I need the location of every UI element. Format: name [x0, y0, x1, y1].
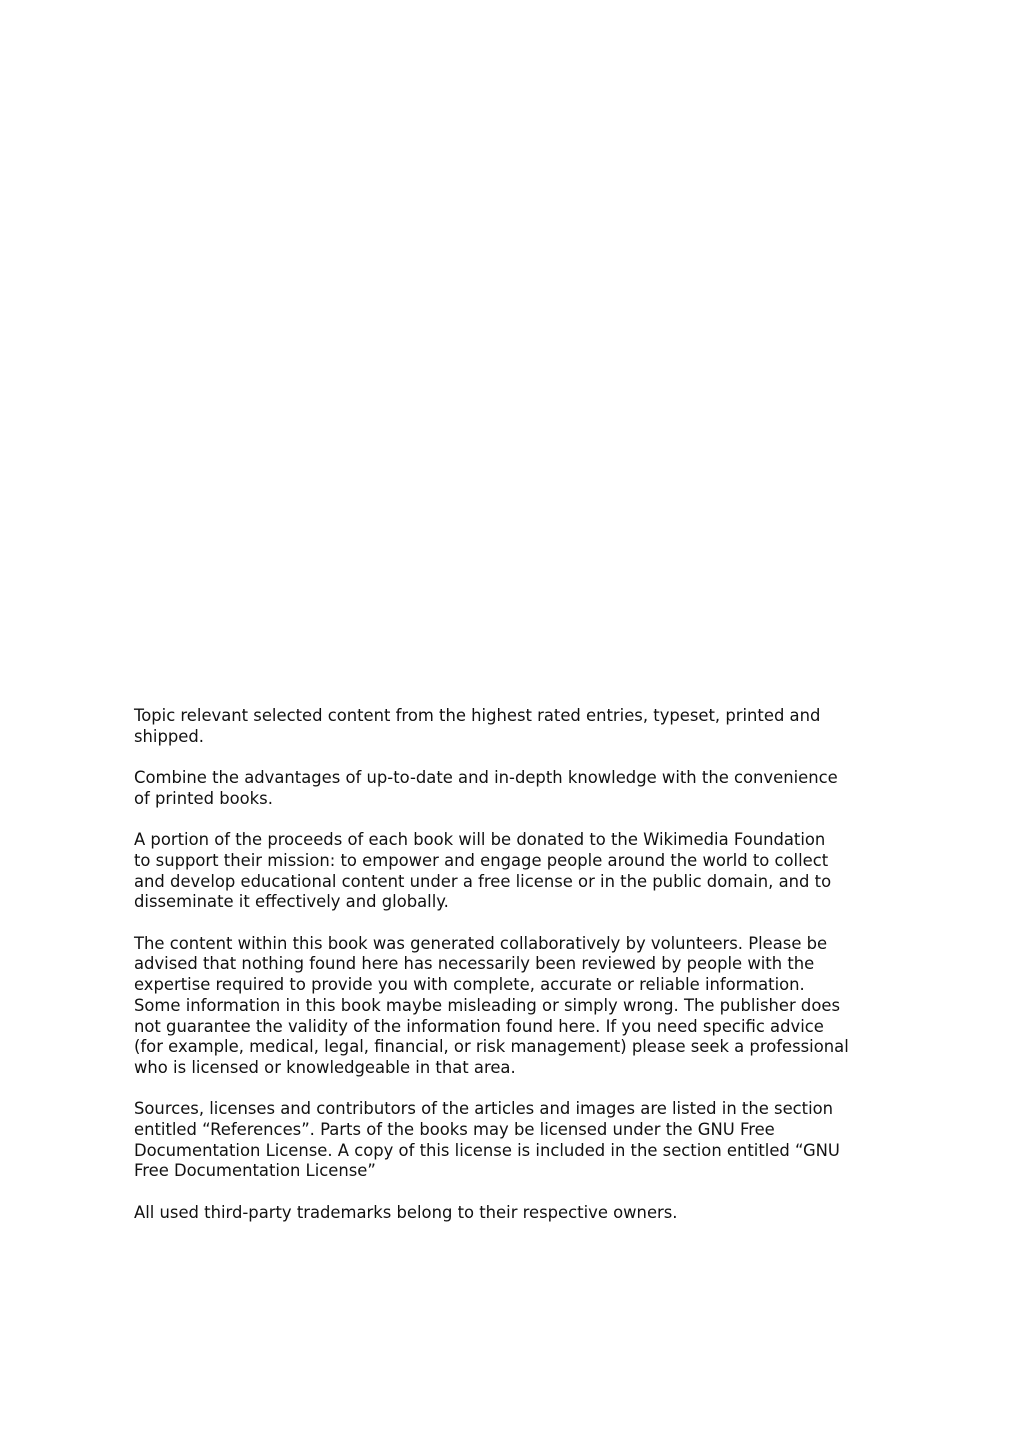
- paragraph-sources-licenses: Sources, licenses and contributors of the articles and images are listed in the section entitled “References”. Parts of the books may be licensed under the GNU Free Documentation License. A copy of this license is included in the section entitled “GNU Free Documentation License”: [134, 1099, 840, 1181]
- paragraph-content-disclaimer: The content within this book was generated collaboratively by volunteers. Please be advised that nothing found here has necessarily been reviewed by people with the expertise required to provide you with complete, accurate or reliable information. Some information in this book maybe misleading or simply wrong. The publisher does not guarantee the validity of the information found here. If you need specific advice (for example, medical, legal, financial, or risk management) please seek a professional who is licensed or knowledgeable in that area.: [134, 933, 849, 1077]
- paragraph-advantages: Combine the advantages of up-to-date and in-depth knowledge with the convenience of printed books.: [134, 768, 838, 808]
- paragraph-wikimedia-donation: A portion of the proceeds of each book will be donated to the Wikimedia Foundation to support their mission: to empower and engage people around the world to collect and develop educational content under a free license or in the public domain, and to disseminate it effectively and globally.: [134, 830, 832, 912]
- paragraph-trademarks: All used third-party trademarks belong to their respective owners.: [134, 1202, 678, 1222]
- disclaimer-text: [134, 706, 894, 1224]
- paragraph-topic-content: Topic relevant selected content from the highest rated entries, typeset, printed and shipped.: [134, 706, 821, 746]
